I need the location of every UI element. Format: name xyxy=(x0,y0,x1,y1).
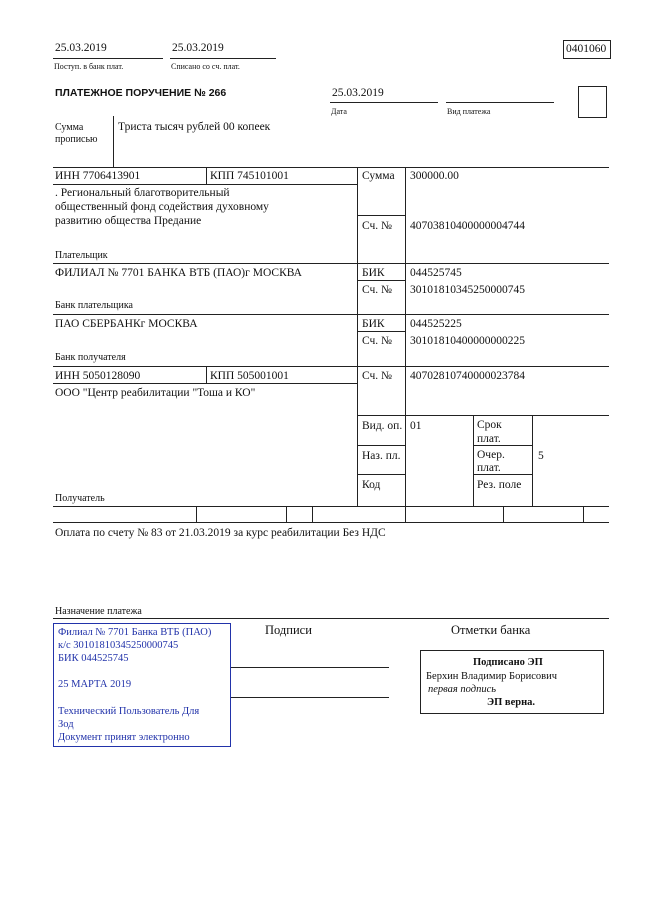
form-code: 0401060 xyxy=(566,43,607,55)
payer-bank-account-label: Сч. № xyxy=(362,284,393,296)
recipient-account-value: 40702810740000023784 xyxy=(410,370,525,382)
order-date: 25.03.2019 xyxy=(332,87,384,99)
codes-right-divider xyxy=(532,415,533,506)
priority-line xyxy=(473,474,532,475)
e-signature-role: первая подпись xyxy=(428,684,497,695)
received-date-line xyxy=(53,58,163,59)
payer-amount-label: Сумма xyxy=(362,170,395,182)
payer-bank-label: Банк плательщика xyxy=(55,300,133,311)
tax-cell-divider-6 xyxy=(583,506,584,522)
tax-cell-divider-4 xyxy=(405,506,406,522)
payer-account-label: Сч. № xyxy=(362,220,393,232)
stamp-line-1: Филиал № 7701 Банка ВТБ (ПАО) xyxy=(58,627,212,638)
payer-bank-bik-value: 044525745 xyxy=(410,267,462,279)
recipient-name: ООО "Центр реабилитации "Тоша и КО" xyxy=(55,387,256,399)
op-type-value: 01 xyxy=(410,420,422,432)
recipient-bank-account-label: Сч. № xyxy=(362,335,393,347)
e-signature-title: Подписано ЭП xyxy=(473,657,543,668)
payer-bank-bik-label: БИК xyxy=(362,267,385,279)
debited-label: Списано со сч. плат. xyxy=(171,62,240,71)
recipient-bank-name: ПАО СБЕРБАНКг МОСКВА xyxy=(55,318,198,330)
form-code-box xyxy=(563,40,611,59)
stamp-line-3: БИК 044525745 xyxy=(58,653,129,664)
payer-kpp: КПП 745101001 xyxy=(210,170,289,182)
bank-marks-label: Отметки банка xyxy=(451,623,531,637)
purpose-code-label: Наз. пл. xyxy=(362,450,401,462)
recipient-bank-bik-value: 044525225 xyxy=(410,318,462,330)
stamp-line-2: к/с 30101810345250000745 xyxy=(58,640,179,651)
stamp-line-5: Технический Пользователь Для xyxy=(58,706,200,717)
order-date-label: Дата xyxy=(331,107,347,116)
stamp-line-7: Документ принят электронно xyxy=(58,732,190,743)
priority-label-2: плат. xyxy=(477,462,501,474)
received-label: Поступ. в банк плат. xyxy=(54,62,124,71)
recipient-inn: ИНН 5050128090 xyxy=(55,370,141,382)
debited-date-line xyxy=(170,58,276,59)
recipient-label: Получатель xyxy=(55,493,105,504)
row-line-top xyxy=(53,167,609,168)
recipient-inn-divider xyxy=(206,366,207,383)
recipient-line xyxy=(53,506,609,507)
priority-value: 5 xyxy=(538,450,544,462)
payer-bank-line xyxy=(53,314,609,315)
op-type-label: Вид. оп. xyxy=(362,420,403,432)
stamp-line-6: Зод xyxy=(58,719,74,730)
signature-line-2 xyxy=(230,697,389,698)
value-col-divider xyxy=(405,167,406,506)
amount-words-label-2: прописью xyxy=(55,134,98,145)
payer-inn: ИНН 7706413901 xyxy=(55,170,141,182)
term-label-1: Срок xyxy=(477,419,502,431)
stamp-line-4: 25 МАРТА 2019 xyxy=(58,679,132,690)
recipient-account-label: Сч. № xyxy=(362,370,393,382)
purpose-text: Оплата по счету № 83 от 21.03.2019 за курс реабилитации Без НДС xyxy=(55,527,386,539)
payer-name-1: . Региональный благотворительный xyxy=(55,187,230,199)
payment-type-line xyxy=(446,102,554,103)
signature-line-1 xyxy=(230,667,389,668)
purpose-label: Назначение платежа xyxy=(55,606,142,617)
e-signature-verified: ЭП верна. xyxy=(487,697,536,708)
amount-words-divider xyxy=(113,116,114,167)
payer-inn-divider xyxy=(206,167,207,184)
tax-row-line xyxy=(53,522,609,523)
term-label-2: плат. xyxy=(477,433,501,445)
payer-name-2: общественный фонд содействия духовному xyxy=(55,201,269,213)
priority-label-1: Очер. xyxy=(477,449,505,461)
recipient-inn-line xyxy=(53,383,358,384)
reserve-label: Рез. поле xyxy=(477,479,522,491)
bank-stamp xyxy=(53,623,231,747)
payer-bank-bik-line xyxy=(357,280,405,281)
code-label: Код xyxy=(362,479,381,491)
signatures-label: Подписи xyxy=(265,623,312,637)
amount-cell-line xyxy=(357,215,405,216)
payer-name-3: развитию общества Предание xyxy=(55,215,202,227)
payer-line xyxy=(53,263,609,264)
codes-top-line xyxy=(357,415,609,416)
amount-words-value: Триста тысяч рублей 00 копеек xyxy=(118,121,271,133)
payer-bank-name: ФИЛИАЛ № 7701 БАНКА ВТБ (ПАО)г МОСКВА xyxy=(55,267,302,279)
recipient-kpp: КПП 505001001 xyxy=(210,370,289,382)
codes-mid-divider xyxy=(473,415,474,506)
payer-label: Плательщик xyxy=(55,250,108,261)
payer-account-value: 40703810400000004744 xyxy=(410,220,525,232)
tax-cell-divider-2 xyxy=(286,506,287,522)
purpose-code-line xyxy=(357,474,405,475)
recipient-bank-bik-line xyxy=(357,331,405,332)
e-signature-box xyxy=(420,650,604,714)
payment-type-label: Вид платежа xyxy=(447,107,491,116)
tax-cell-divider-5 xyxy=(503,506,504,522)
order-title: ПЛАТЕЖНОЕ ПОРУЧЕНИЕ № 266 xyxy=(55,87,227,99)
debited-date: 25.03.2019 xyxy=(172,42,224,54)
received-date: 25.03.2019 xyxy=(55,42,107,54)
payer-amount-value: 300000.00 xyxy=(410,170,459,182)
payer-inn-line xyxy=(53,184,358,185)
purpose-line xyxy=(53,618,609,619)
e-signature-name: Берхин Владимир Борисович xyxy=(426,671,557,682)
recipient-bank-label: Банк получателя xyxy=(55,352,126,363)
recipient-bank-line xyxy=(53,366,609,367)
status-box xyxy=(578,86,607,118)
tax-cell-divider-3 xyxy=(312,506,313,522)
term-line xyxy=(473,445,532,446)
recipient-bank-account-value: 30101810400000000225 xyxy=(410,335,525,347)
recipient-bank-bik-label: БИК xyxy=(362,318,385,330)
amount-words-label-1: Сумма xyxy=(55,122,84,133)
order-date-line xyxy=(330,102,438,103)
right-col-divider xyxy=(357,167,358,506)
payer-bank-account-value: 30101810345250000745 xyxy=(410,284,525,296)
op-type-line xyxy=(357,445,405,446)
tax-cell-divider-1 xyxy=(196,506,197,522)
